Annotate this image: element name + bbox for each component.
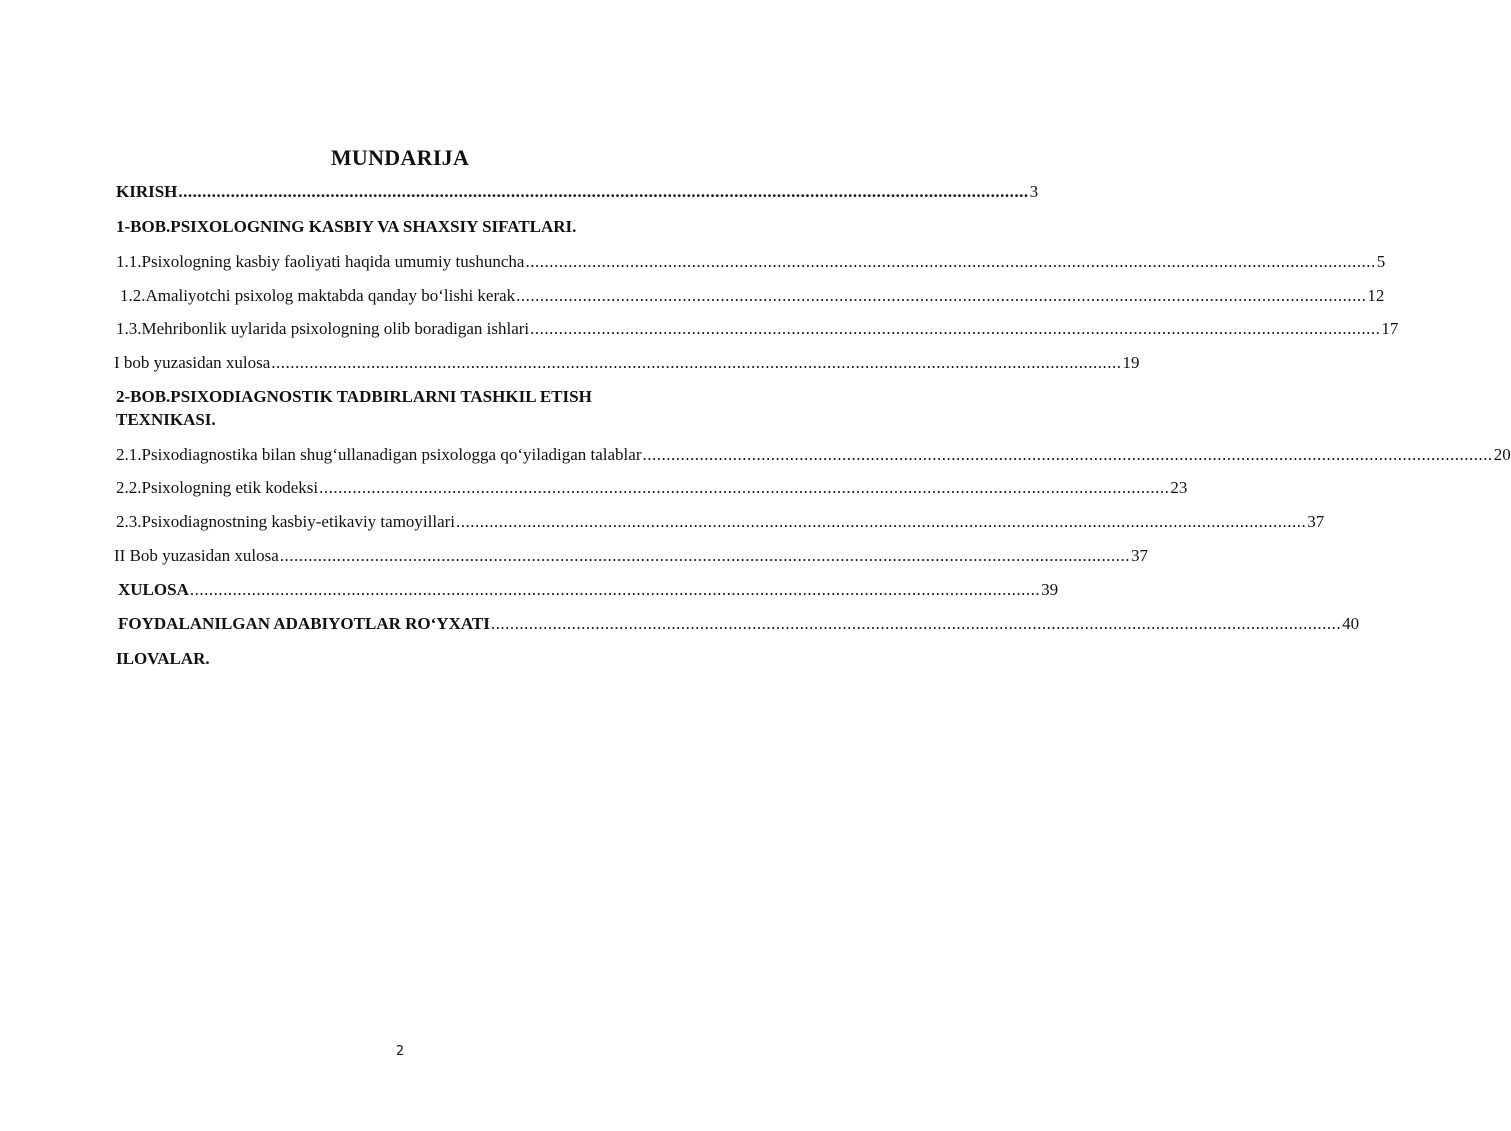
toc-leader-dots: ................................................................................................................................................................................... [642,445,1493,464]
toc-entry-page: 37 [1131,546,1149,565]
chapter-1-heading: 1-BOB.PSIXOLOGNING KASBIY VA SHAXSIY SIFATLARI. [116,217,577,236]
toc-entry-page: 23 [1170,478,1188,497]
toc-leader-dots: ................................................................................................................................................................................... [178,182,1029,201]
toc-entry-1-1 [116,251,1386,273]
toc-entry-page: 40 [1342,614,1360,633]
toc-entry-2-3 [116,511,1325,533]
toc-entry-references [118,613,1360,635]
toc-entry-page: 12 [1367,286,1385,305]
toc-entry-2-1 [116,444,1511,466]
toc-entry-page: 37 [1307,512,1325,531]
toc-leader-dots: ................................................................................................................................................................................... [279,546,1131,565]
toc-leader-dots: ................................................................................................................................................................................... [319,478,1170,497]
toc-entry-label: 2.3.Psixodiagnostning kasbiy-etikaviy tamoyillari [116,512,456,531]
page-title: MUNDARIJA [330,145,470,170]
toc-entry-chapter-1-summary [114,352,1140,374]
toc-entry-2-2 [116,477,1188,499]
toc-entry-label: 1.1.Psixologning kasbiy faoliyati haqida umumiy tushuncha [116,252,525,271]
page-number: 2 [395,1044,405,1059]
toc-entry-page: 3 [1029,182,1039,201]
toc-entry-label: 2.2.Psixologning etik kodeksi [116,478,319,497]
toc-entry-xulosa [118,579,1059,601]
toc-leader-dots: ................................................................................................................................................................................... [530,319,1381,338]
toc-entry-page: 17 [1381,319,1399,338]
toc-entry-label: 2.1.Psixodiagnostika bilan shug‘ullanadigan psixologga qo‘yiladigan talablar [116,445,642,464]
chapter-2-heading-line-2: TEXNIKASI. [116,410,216,429]
toc-entry-1-3 [116,318,1399,340]
appendix-heading: ILOVALAR. [116,649,210,668]
toc-entry-page: 19 [1122,353,1140,372]
toc-entry-label: 1.3.Mehribonlik uylarida psixologning olib boradigan ishlari [116,319,530,338]
toc-entry-label: FOYDALANILGAN ADABIYOTLAR RO‘YXATI [118,614,490,633]
toc-leader-dots: ................................................................................................................................................................................... [525,252,1376,271]
toc-entry-page: 39 [1041,580,1059,599]
toc-entry-1-2 [120,285,1385,307]
toc-entry-label: I bob yuzasidan xulosa [114,353,271,372]
chapter-2-heading-line-1: 2-BOB.PSIXODIAGNOSTIK TADBIRLARNI TASHKIL ETISH [116,387,592,406]
toc-entry-label: 1.2.Amaliyotchi psixolog maktabda qanday bo‘lishi kerak [120,286,516,305]
toc-entry-chapter-2-summary [114,545,1149,567]
toc-leader-dots: ................................................................................................................................................................................... [271,353,1122,372]
toc-entry-label: II Bob yuzasidan xulosa [114,546,279,565]
toc-leader-dots: ................................................................................................................................................................................... [516,286,1367,305]
toc-leader-dots: ................................................................................................................................................................................... [189,580,1041,599]
toc-entry-page: 5 [1376,252,1386,271]
toc-leader-dots: ................................................................................................................................................................................... [490,614,1342,633]
toc-leader-dots: ................................................................................................................................................................................... [456,512,1307,531]
toc-entry-page: 20 [1493,445,1511,464]
toc-entry-label: XULOSA [118,580,189,599]
toc-entry-kirish [116,181,1039,203]
toc-entry-label: KIRISH [116,182,178,201]
